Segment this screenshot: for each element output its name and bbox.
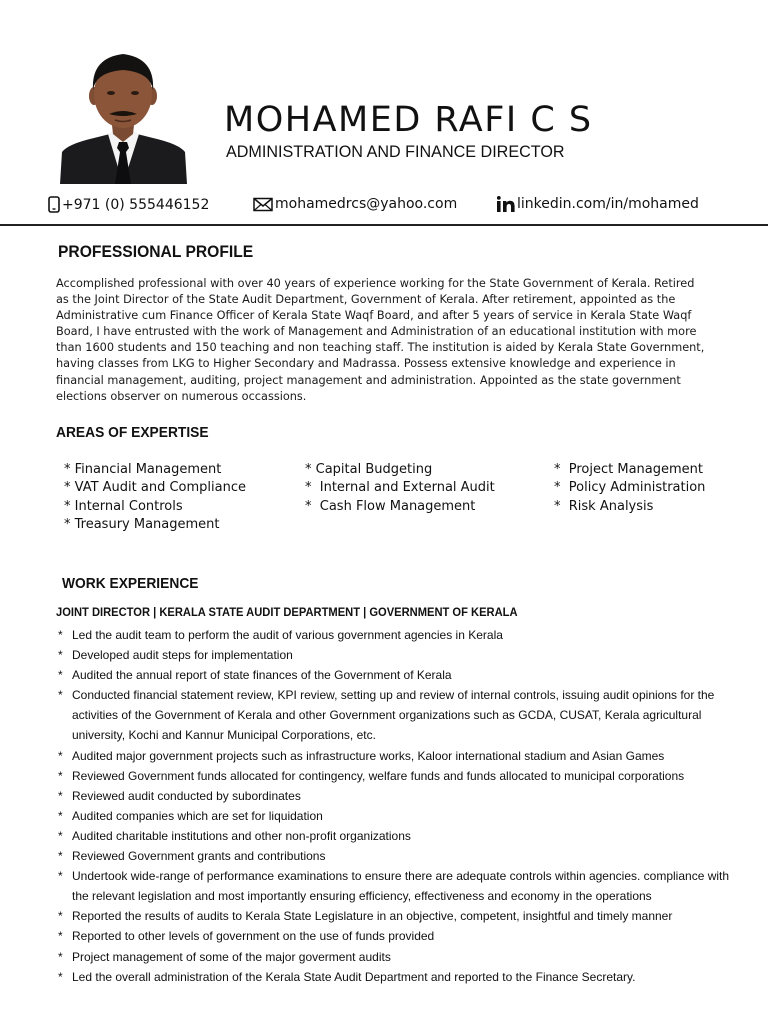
bullet-marker: * (58, 648, 63, 663)
duty-line: Led the audit team to perform the audit of various government agencies in Kerala (72, 628, 503, 642)
email-address: mohamedrcs@yahoo.com (275, 196, 458, 212)
duty-item (58, 846, 758, 866)
profile-line: Board, I have entrusted with the work of Management and Administration of an educational institution with more (56, 325, 697, 339)
job-title-header: ADMINISTRATION AND FINANCE DIRECTOR (226, 142, 565, 161)
duty-text (72, 766, 758, 786)
duty-text (72, 806, 758, 826)
duty-text (72, 906, 758, 926)
expertise-heading: AREAS OF EXPERTISE (56, 424, 209, 441)
bullet-marker: * (58, 688, 63, 703)
bullet-marker: * (58, 788, 63, 803)
duty-item (58, 685, 758, 745)
phone-number: +971 (0) 555446152 (62, 196, 210, 213)
expertise-item: * Capital Budgeting (305, 462, 433, 477)
duty-line: Led the overall administration of the Kerala State Audit Department and reported to the Finance Secretary. (72, 969, 636, 984)
expertise-column-3 (554, 461, 705, 516)
duty-text (72, 967, 758, 987)
bullet-marker: * (58, 768, 63, 783)
duty-line: Conducted financial statement review, KPI review, setting up and review of internal controls, issuing audit opinions for the (72, 688, 715, 703)
duty-line: Audited major government projects such as infrastructure works, Kaloor international stadium and Asian Games (72, 748, 665, 763)
bullet-marker: * (58, 748, 63, 763)
duty-item (58, 665, 758, 685)
expertise-item: * Cash Flow Management (305, 498, 476, 514)
duty-text (72, 685, 758, 745)
duty-text (72, 625, 758, 645)
duty-line: Audited charitable institutions and other non-profit organizations (72, 828, 411, 843)
duty-item (58, 826, 758, 846)
expertise-item: * Project Management (554, 462, 704, 477)
duty-item (58, 625, 758, 645)
bullet-marker: * (58, 929, 63, 944)
expertise-item: * Internal and External Audit (305, 480, 495, 496)
profile-line: Accomplished professional with over 40 years of experience working for the State Government of Kerala. Retired (56, 277, 695, 290)
duty-line: Reported to other levels of government on the use of funds provided (72, 929, 435, 944)
duty-line: Project management of some of the major goverment audits (72, 949, 391, 964)
duty-line: Audited the annual report of state finances of the Government of Kerala (72, 668, 452, 683)
duties-list (58, 625, 758, 987)
duty-item (58, 786, 758, 806)
duty-line: Audited companies which are set for liquidation (72, 808, 323, 823)
profile-line: as the Joint Director of the State Audit Department, Government of Kerala. After retirement, appointed as the (56, 293, 676, 307)
duty-line: Undertook wide-range of performance examinations to ensure there are adequate controls within agencies. compliance with (72, 869, 730, 884)
duty-text (72, 866, 758, 906)
profile-heading: PROFESSIONAL PROFILE (58, 242, 254, 261)
duty-item (58, 866, 758, 906)
bullet-marker: * (58, 949, 63, 964)
bullet-marker: * (58, 849, 63, 864)
contact-linkedin[interactable] (497, 196, 699, 212)
bullet-marker: * (58, 909, 63, 924)
profile-line: elections observer on numerous occassions. (56, 389, 307, 403)
contact-phone[interactable] (48, 196, 209, 213)
duty-line: Reviewed Government grants and contributions (72, 849, 326, 864)
expertise-column-2 (305, 461, 495, 516)
duty-line: the relevant legislation and most importantly ensuring efficiency, effectiveness and economy in the operations (72, 889, 652, 904)
duty-item (58, 967, 758, 987)
expertise-item: * Risk Analysis (554, 498, 654, 514)
duty-line: Developed audit steps for implementation (72, 648, 293, 663)
duty-item (58, 645, 758, 665)
duty-text (72, 947, 758, 967)
profile-text (56, 276, 756, 405)
duty-line: activities of the Government of Kerala and other Government organizations such as GCDA, CUSAT, Kerala agricultural (72, 708, 702, 723)
envelope-icon (253, 197, 273, 212)
duty-line: Reviewed audit conducted by subordinates (72, 788, 301, 803)
duty-text (72, 786, 758, 806)
person-photo (60, 48, 187, 184)
duty-text (72, 645, 758, 665)
profile-line: financial management, auditing, project management and administration. Appointed as the state government (56, 373, 681, 387)
duty-item (58, 766, 758, 786)
bullet-marker: * (58, 808, 63, 823)
duty-text (72, 846, 758, 866)
header-divider (0, 224, 768, 226)
expertise-column-1 (64, 461, 246, 534)
expertise-item: * Policy Administration (554, 480, 706, 496)
duty-line: university, Kochi and Kannur Municipal Corporations, etc. (72, 728, 376, 743)
profile-line: having classes from LKG to Higher Secondary and Madrassa. Possess extensive knowledge and experience in (56, 357, 676, 371)
job-position-title: JOINT DIRECTOR | KERALA STATE AUDIT DEPARTMENT | GOVERNMENT OF KERALA (56, 605, 518, 619)
expertise-item: * Financial Management (64, 462, 222, 477)
profile-line: Administrative cum Finance Officer of Kerala State Waqf Board, and after 5 years of service in Kerala State Waqf (56, 309, 692, 323)
linkedin-url: linkedin.com/in/mohamed (517, 196, 699, 212)
duty-item (58, 746, 758, 766)
profile-photo (60, 48, 187, 184)
bullet-marker: * (58, 828, 63, 843)
phone-icon (48, 196, 60, 213)
duty-item (58, 926, 758, 946)
duty-text (72, 926, 758, 946)
contact-email[interactable] (253, 196, 457, 212)
duty-text (72, 826, 758, 846)
duty-item (58, 806, 758, 826)
bullet-marker: * (58, 628, 63, 642)
expertise-item: * Internal Controls (64, 498, 183, 514)
duty-line: Reported the results of audits to Kerala State Legislature in an objective, competent, insightful and timely manner (72, 909, 673, 924)
duty-item (58, 906, 758, 926)
bullet-marker: * (58, 869, 63, 884)
candidate-name: MOHAMED RAFI C S (224, 100, 593, 140)
duty-line: Reviewed Government funds allocated for contingency, welfare funds and funds allocated to municipal corporations (72, 768, 685, 783)
expertise-item: * VAT Audit and Compliance (64, 480, 246, 496)
profile-line: than 1600 students and 150 teaching and non teaching staff. The institution is aided by Kerala State Government, (56, 341, 705, 355)
expertise-item: * Treasury Management (64, 516, 220, 532)
duty-item (58, 947, 758, 967)
bullet-marker: * (58, 668, 63, 683)
linkedin-icon (497, 196, 515, 212)
duty-text (72, 665, 758, 685)
work-heading: WORK EXPERIENCE (62, 575, 199, 592)
duty-text (72, 746, 758, 766)
bullet-marker: * (58, 969, 63, 984)
